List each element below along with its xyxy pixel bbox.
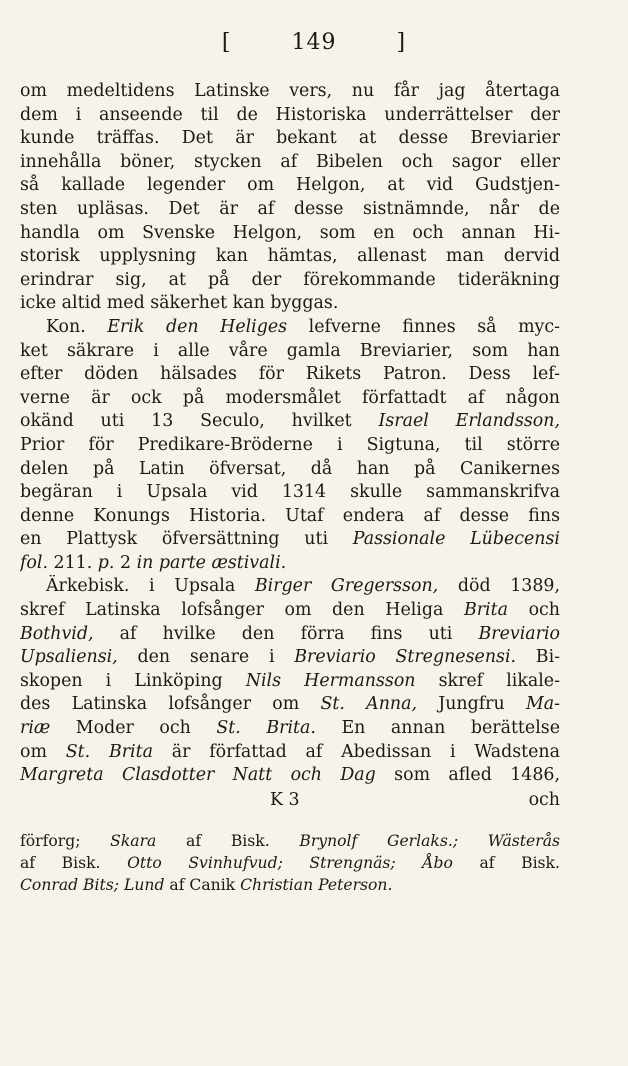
text-run: af Bisk. [452,853,560,872]
text-run: handla om Svenske Helgon, som en och annan Hi- [20,222,560,243]
text-run: af Canik [164,875,241,894]
text-run: storisk upplysning kan hämtas, allenast man dervid [20,246,560,267]
text-run: Prior för Predikare-Bröderne i Sigtuna, til större [20,434,560,455]
text-run: Kon. [46,316,108,337]
text-line [20,646,560,670]
text-run: af Bisk. [156,831,300,850]
text-run [283,854,310,872]
paragraph [20,316,560,576]
text-line [20,174,560,198]
text-line [20,269,560,293]
page-number: 149 [291,30,337,55]
text-line [20,874,560,896]
text-run: erindrar sig, at på der förekommande tideräkning [20,269,560,290]
signature-mark: K 3 [270,789,300,810]
italic-run: Lund [124,875,165,894]
text-line [20,852,560,874]
italic-run: St. Brita. [216,718,316,739]
text-run: 211. [48,552,98,573]
catchword: och [528,789,560,810]
text-run: innehålla böner, stycken af Bibelen och sagor eller [20,151,560,172]
text-run: om [20,741,66,762]
text-run: skref likale- [415,670,560,691]
text-run: förforg; [20,831,111,850]
text-run: af Bisk. [20,853,128,872]
header-close-bracket: ] [396,30,407,55]
page-header [0,30,628,55]
text-line [20,151,560,175]
italic-run: Skara [110,831,157,850]
italic-run: Birger Gregersson, [254,576,439,597]
text-line [20,693,560,717]
italic-run: Upsaliensi, [20,647,118,668]
text-line [20,245,560,269]
text-run: 2 [114,552,137,573]
text-run: okänd uti 13 Seculo, hvilket [20,411,379,432]
paragraph [20,575,560,787]
text-line [20,599,560,623]
catchline [20,788,560,812]
italic-run: Breviario [478,623,560,644]
text-run: om medeltidens Latinske vers, nu får jag återtaga [20,81,560,101]
text-run: efter döden hälsades för Rikets Patron. Dess lef- [20,364,560,385]
italic-run: Israel Erlandsson, [378,411,560,432]
text-run: ket säkrare i alle våre gamla Breviarier, som han [20,340,560,361]
italic-run: Margreta Clasdotter Natt och Dag [20,765,376,786]
italic-run: riæ [20,718,51,739]
text-line [20,764,560,788]
text-line [20,198,560,222]
text-line [20,410,560,434]
text-run: verne är ock på modersmålet författadt af någon [20,387,560,408]
text-run: Ärkebisk. i Upsala [46,576,255,597]
text-run [458,832,488,850]
text-run: delen på Latin öfversat, då han på Canikernes [20,458,560,479]
italic-run: Conrad Bits; [20,875,120,894]
text-run: som afled 1486, [375,765,560,786]
italic-run: Strengnäs; [309,853,396,872]
text-run: Moder och [50,718,217,739]
footnote-gap [20,812,560,830]
text-line [20,340,560,364]
text-line [20,387,560,411]
text-line [20,434,560,458]
text-line [20,104,560,128]
text-line [20,316,560,340]
italic-run: in parte æstivali. [136,552,287,573]
italic-run: Ma- [525,694,560,715]
text-run: så kallade legender om Helgon, at vid Gudstjen- [20,175,560,196]
italic-run: St. Brita [65,741,153,762]
text-line [20,363,560,387]
text-run: skref Latinska lofsånger om den Heliga [20,600,464,621]
text-line [20,575,560,599]
text-run: och [507,600,560,621]
italic-run: fol. [20,552,48,573]
italic-run: Passionale Lübecensi [352,529,560,550]
text-line [20,80,560,104]
text-line [20,528,560,552]
text-run: Bi- [516,647,560,668]
italic-run: Erik den Heliges [107,316,288,337]
paragraphs [20,80,560,788]
text-run: kunde träffas. Det är bekant at desse Breviarier [20,128,560,149]
italic-run: Nils Hermansson [245,670,416,691]
italic-run: Breviario Stregnesensi. [294,647,517,668]
header-open-bracket: [ [221,30,232,55]
italic-run: Brynolf Gerlaks.; [299,831,459,850]
text-run: Jungfru [417,694,526,715]
text-line [20,552,560,576]
text-run: död 1389, [438,576,560,597]
text-run: skopen i Linköping [20,670,246,691]
text-run: af hvilke den förra fins uti [93,623,479,644]
text-line [20,292,560,316]
text-line [20,505,560,529]
italic-run: Otto Svinhufvud; [127,853,283,872]
footnote [20,830,560,896]
text-line [20,222,560,246]
text-run: är författad af Abedissan i Wadstena [152,741,560,762]
text-line [20,623,560,647]
italic-run: Brita [463,600,508,621]
italic-run: Bothvid, [20,623,94,644]
text-run: lefverne finnes så myc- [287,316,560,337]
text-line [20,458,560,482]
text-run: den senare i [117,647,295,668]
text-line [20,127,560,151]
text-line [20,670,560,694]
body-text [20,80,560,896]
text-run: icke altid med säkerhet kan byggas. [20,293,339,314]
text-line [20,741,560,765]
paragraph [20,80,560,316]
italic-run: p. [97,552,115,573]
italic-run: Wästerås [487,831,560,850]
text-run: des Latinska lofsånger om [20,694,321,715]
text-run: begäran i Upsala vid 1314 skulle sammanskrifva [20,482,560,503]
text-line [20,830,560,852]
text-run: en Plattysk öfversättning uti [20,529,353,550]
text-run: dem i anseende til de Historiska underrättelser der [20,104,560,125]
italic-run: Christian Peterson. [240,875,393,894]
italic-run: St. Anna, [320,694,417,715]
text-run: En annan berättelse [315,718,560,739]
text-line [20,481,560,505]
text-run: denne Konungs Historia. Utaf endera af desse fins [20,505,560,526]
text-line [20,717,560,741]
text-run: sten upläsas. Det är af desse sistnämnde, når de [20,198,560,219]
italic-run: Åbo [422,853,453,872]
text-run [396,854,423,872]
